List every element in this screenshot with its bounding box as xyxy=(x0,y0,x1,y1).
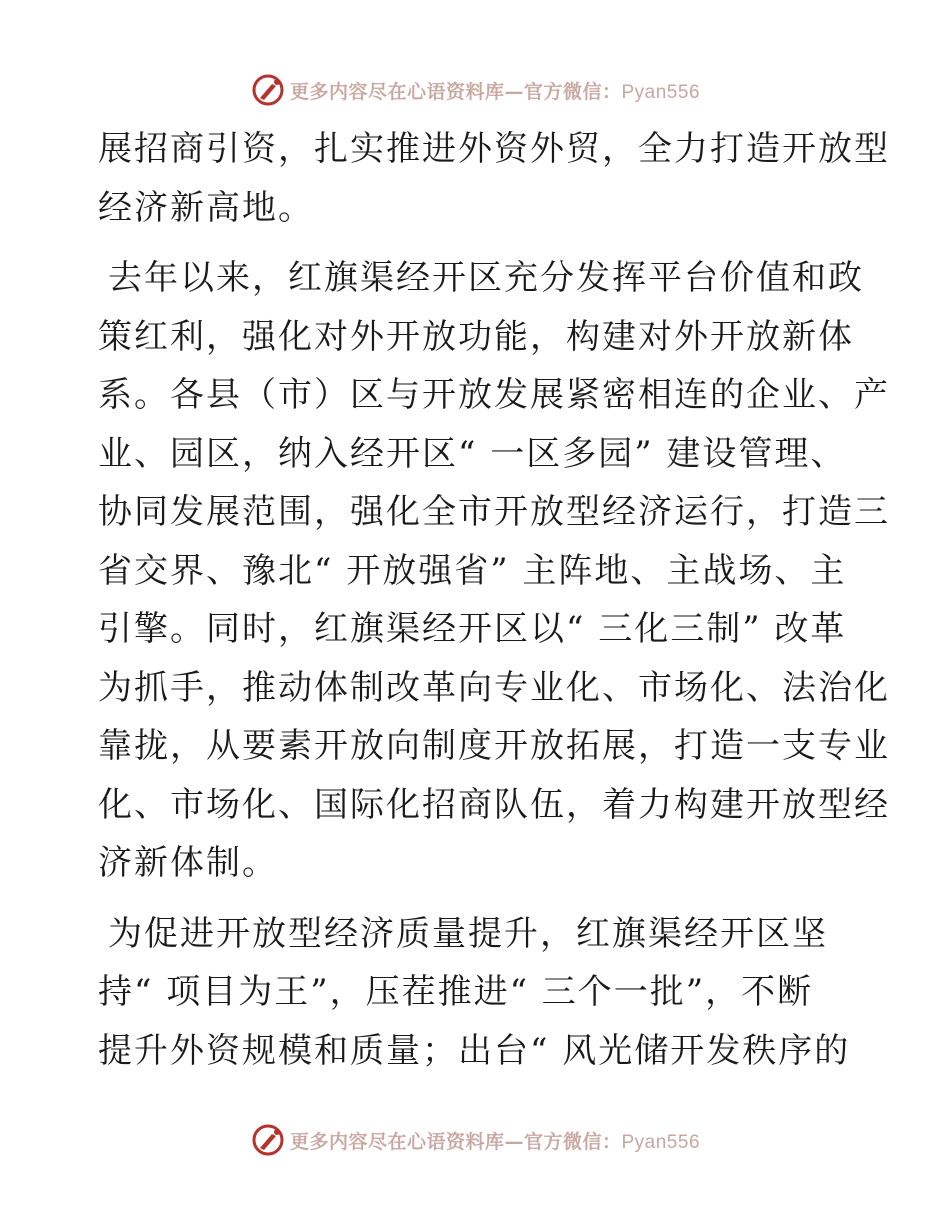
header-watermark xyxy=(0,70,950,110)
text-line: 省交界、豫北“ 开放强省” 主阵地、主战场、主 xyxy=(98,550,847,591)
text-line: 系。各县（市）区与开放发展紧密相连的企业、产 xyxy=(98,375,890,415)
watermark-text: 更多内容尽在心语资料库—官方微信：Pyan556 xyxy=(289,80,701,103)
text-line: 策红利，强化对外开放功能，构建对外开放新体 xyxy=(98,316,854,357)
text-line: 去年以来，红旗渠经开区充分发挥平台价值和政 xyxy=(108,258,864,298)
text-line: 持“ 项目为王”，压茬推进“ 三个一批”，不断 xyxy=(98,972,814,1012)
text-line: 协同发展范围，强化全市开放型经济运行，打造三 xyxy=(98,492,890,532)
text-line: 展招商引资，扎实推进外资外贸，全力打造开放型 xyxy=(98,129,890,169)
text-line: 靠拢，从要素开放向制度开放拓展，打造一支专业 xyxy=(98,726,890,766)
text-line: 经济新高地。 xyxy=(98,187,314,228)
text-line: 为促进开放型经济质量提升，红旗渠经开区坚 xyxy=(108,913,828,954)
paragraph xyxy=(98,120,890,237)
text-line: 引擎。同时，红旗渠经开区以“ 三化三制” 改革 xyxy=(98,609,847,649)
pen-logo-icon xyxy=(250,72,286,108)
paragraph xyxy=(98,905,858,1081)
paragraph xyxy=(98,249,890,893)
text-line: 业、园区，纳入经开区“ 一区多园” 建设管理、 xyxy=(98,433,847,474)
text-line: 化、市场化、国际化招商队伍，着力构建开放型经 xyxy=(98,784,890,825)
text-line: 济新体制。 xyxy=(98,843,278,883)
pen-logo-icon xyxy=(250,1122,286,1158)
footer-watermark xyxy=(0,1120,950,1160)
text-line: 提升外资规模和质量；出台“ 风光储开发秩序的 xyxy=(98,1030,851,1071)
watermark-text: 更多内容尽在心语资料库—官方微信：Pyan556 xyxy=(289,1130,701,1153)
document-body xyxy=(98,120,890,1080)
text-line: 为抓手，推动体制改革向专业化、市场化、法治化 xyxy=(98,667,890,708)
